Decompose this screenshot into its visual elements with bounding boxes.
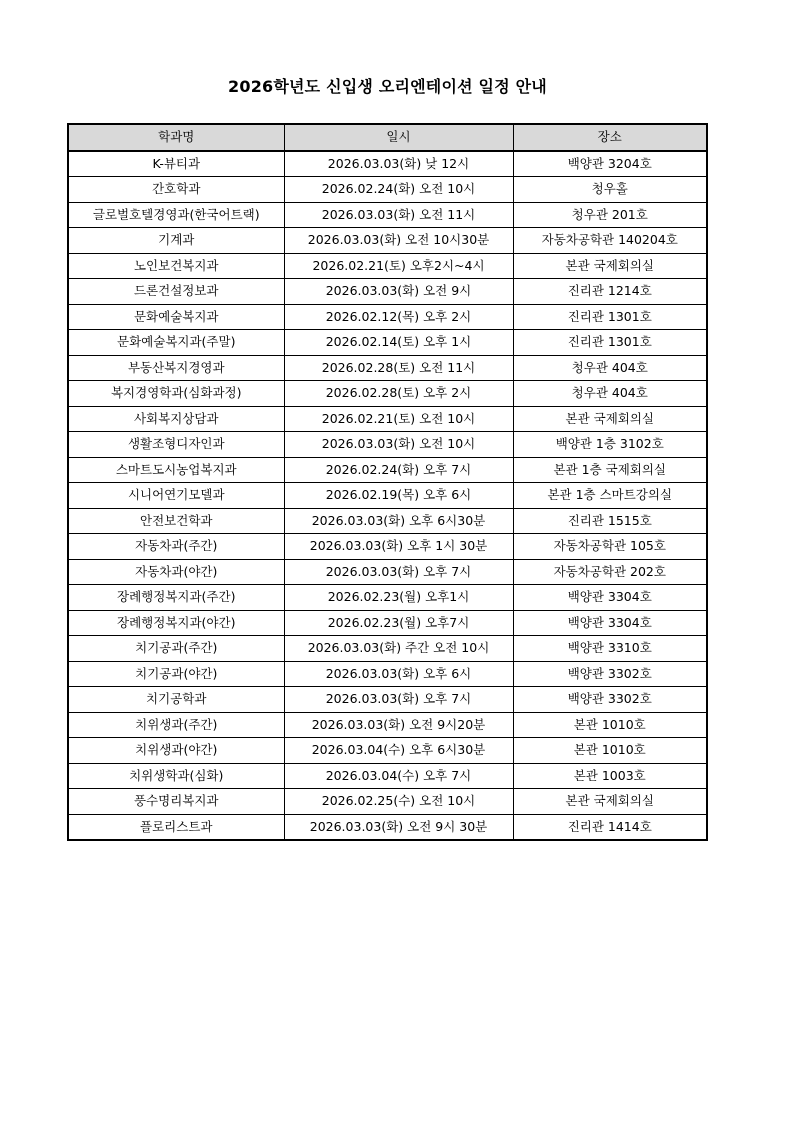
department-cell: 문화예술복지과(주말)	[68, 330, 284, 356]
table-row	[68, 330, 707, 356]
location-cell: 자동차공학관 140204호	[513, 228, 707, 254]
location-cell: 본관 국제회의실	[513, 406, 707, 432]
location-cell: 백양관 1층 3102호	[513, 432, 707, 458]
table-row	[68, 789, 707, 815]
department-cell: 치기공학과	[68, 687, 284, 713]
table-row	[68, 381, 707, 407]
department-cell: 시니어연기모델과	[68, 483, 284, 509]
location-cell: 진리관 1214호	[513, 279, 707, 305]
table-row	[68, 585, 707, 611]
location-cell: 진리관 1515호	[513, 508, 707, 534]
location-cell: 백양관 3304호	[513, 585, 707, 611]
datetime-cell: 2026.02.28(토) 오전 11시	[284, 355, 513, 381]
table-row	[68, 151, 707, 177]
datetime-cell: 2026.03.04(수) 오후 6시30분	[284, 738, 513, 764]
datetime-cell: 2026.02.24(화) 오전 10시	[284, 177, 513, 203]
table-row	[68, 483, 707, 509]
table-row	[68, 763, 707, 789]
table-row	[68, 457, 707, 483]
datetime-cell: 2026.02.24(화) 오후 7시	[284, 457, 513, 483]
location-cell: 진리관 1301호	[513, 330, 707, 356]
location-cell: 본관 1층 스마트강의실	[513, 483, 707, 509]
department-cell: 복지경영학과(심화과정)	[68, 381, 284, 407]
location-cell: 본관 국제회의실	[513, 253, 707, 279]
datetime-cell: 2026.03.03(화) 오전 10시30분	[284, 228, 513, 254]
department-cell: 간호학과	[68, 177, 284, 203]
department-cell: 문화예술복지과	[68, 304, 284, 330]
datetime-cell: 2026.03.04(수) 오후 7시	[284, 763, 513, 789]
location-cell: 진리관 1301호	[513, 304, 707, 330]
table-row	[68, 661, 707, 687]
header-location: 장소	[513, 124, 707, 151]
datetime-cell: 2026.03.03(화) 낮 12시	[284, 151, 513, 177]
location-cell: 청우홀	[513, 177, 707, 203]
department-cell: 자동차과(주간)	[68, 534, 284, 560]
table-row	[68, 559, 707, 585]
datetime-cell: 2026.02.23(월) 오후7시	[284, 610, 513, 636]
location-cell: 자동차공학관 202호	[513, 559, 707, 585]
department-cell: 플로리스트과	[68, 814, 284, 840]
datetime-cell: 2026.02.28(토) 오후 2시	[284, 381, 513, 407]
datetime-cell: 2026.02.12(목) 오후 2시	[284, 304, 513, 330]
table-row	[68, 712, 707, 738]
table-row	[68, 177, 707, 203]
location-cell: 본관 1010호	[513, 738, 707, 764]
table-row	[68, 636, 707, 662]
department-cell: K-뷰티과	[68, 151, 284, 177]
datetime-cell: 2026.03.03(화) 오전 9시20분	[284, 712, 513, 738]
table-row	[68, 432, 707, 458]
datetime-cell: 2026.02.21(토) 오후2시~4시	[284, 253, 513, 279]
department-cell: 자동차과(야간)	[68, 559, 284, 585]
datetime-cell: 2026.02.21(토) 오전 10시	[284, 406, 513, 432]
department-cell: 기계과	[68, 228, 284, 254]
department-cell: 글로벌호텔경영과(한국어트랙)	[68, 202, 284, 228]
location-cell: 본관 1003호	[513, 763, 707, 789]
location-cell: 백양관 3304호	[513, 610, 707, 636]
location-cell: 백양관 3302호	[513, 661, 707, 687]
datetime-cell: 2026.03.03(화) 오후 6시30분	[284, 508, 513, 534]
table-row	[68, 228, 707, 254]
department-cell: 풍수명리복지과	[68, 789, 284, 815]
datetime-cell: 2026.03.03(화) 오전 11시	[284, 202, 513, 228]
department-cell: 생활조형디자인과	[68, 432, 284, 458]
table-row	[68, 202, 707, 228]
department-cell: 치위생과(야간)	[68, 738, 284, 764]
datetime-cell: 2026.02.23(월) 오후1시	[284, 585, 513, 611]
department-cell: 부동산복지경영과	[68, 355, 284, 381]
department-cell: 안전보건학과	[68, 508, 284, 534]
table-row	[68, 279, 707, 305]
department-cell: 스마트도시농업복지과	[68, 457, 284, 483]
header-datetime: 일시	[284, 124, 513, 151]
location-cell: 본관 국제회의실	[513, 789, 707, 815]
department-cell: 치기공과(주간)	[68, 636, 284, 662]
location-cell: 백양관 3302호	[513, 687, 707, 713]
department-cell: 치위생과(주간)	[68, 712, 284, 738]
table-body	[68, 151, 707, 841]
table-row	[68, 687, 707, 713]
table-row	[68, 253, 707, 279]
location-cell: 청우관 201호	[513, 202, 707, 228]
location-cell: 백양관 3310호	[513, 636, 707, 662]
table-row	[68, 534, 707, 560]
location-cell: 청우관 404호	[513, 355, 707, 381]
datetime-cell: 2026.03.03(화) 오후 7시	[284, 559, 513, 585]
department-cell: 장례행정복지과(주간)	[68, 585, 284, 611]
table-header	[68, 124, 707, 151]
datetime-cell: 2026.03.03(화) 오전 10시	[284, 432, 513, 458]
location-cell: 본관 1층 국제회의실	[513, 457, 707, 483]
table-row	[68, 610, 707, 636]
datetime-cell: 2026.02.14(토) 오후 1시	[284, 330, 513, 356]
datetime-cell: 2026.03.03(화) 오전 9시 30분	[284, 814, 513, 840]
datetime-cell: 2026.03.03(화) 주간 오전 10시	[284, 636, 513, 662]
table-row	[68, 814, 707, 840]
table-row	[68, 508, 707, 534]
header-department: 학과명	[68, 124, 284, 151]
datetime-cell: 2026.03.03(화) 오전 9시	[284, 279, 513, 305]
table-row	[68, 406, 707, 432]
location-cell: 백양관 3204호	[513, 151, 707, 177]
table-row	[68, 304, 707, 330]
department-cell: 치위생학과(심화)	[68, 763, 284, 789]
orientation-schedule-table	[67, 123, 708, 841]
location-cell: 청우관 404호	[513, 381, 707, 407]
department-cell: 드론건설정보과	[68, 279, 284, 305]
datetime-cell: 2026.03.03(화) 오후 1시 30분	[284, 534, 513, 560]
datetime-cell: 2026.02.19(목) 오후 6시	[284, 483, 513, 509]
department-cell: 사회복지상담과	[68, 406, 284, 432]
header-row	[68, 124, 707, 151]
table-row	[68, 738, 707, 764]
location-cell: 본관 1010호	[513, 712, 707, 738]
department-cell: 치기공과(야간)	[68, 661, 284, 687]
department-cell: 노인보건복지과	[68, 253, 284, 279]
datetime-cell: 2026.02.25(수) 오전 10시	[284, 789, 513, 815]
department-cell: 장례행정복지과(야간)	[68, 610, 284, 636]
datetime-cell: 2026.03.03(화) 오후 6시	[284, 661, 513, 687]
page-title: 2026학년도 신입생 오리엔테이션 일정 안내	[228, 77, 547, 96]
datetime-cell: 2026.03.03(화) 오후 7시	[284, 687, 513, 713]
location-cell: 자동차공학관 105호	[513, 534, 707, 560]
table-row	[68, 355, 707, 381]
location-cell: 진리관 1414호	[513, 814, 707, 840]
